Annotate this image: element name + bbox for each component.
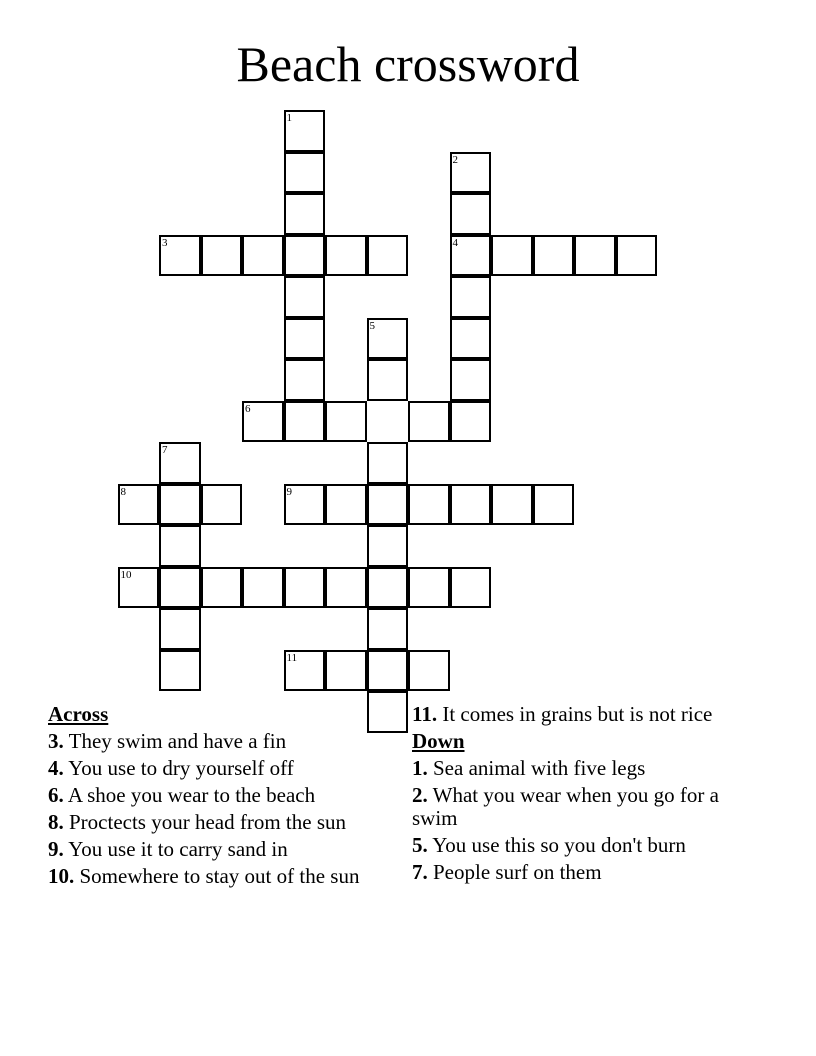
grid-cell[interactable] [159,235,201,277]
clue-number: 10. [48,864,75,888]
grid-cell[interactable] [450,235,492,277]
grid-cell[interactable] [242,401,284,443]
grid-cell[interactable] [284,318,326,360]
grid-cell[interactable] [159,567,201,609]
cell-number: 11 [286,651,298,664]
grid-cell[interactable] [533,235,575,277]
clue-number: 5. [412,833,428,857]
cell-number: 3 [162,236,168,249]
grid-cell[interactable] [284,359,326,401]
cell-number: 4 [452,236,458,249]
grid-cell[interactable] [408,567,450,609]
grid-cell[interactable] [408,650,450,692]
grid-cell[interactable] [450,193,492,235]
grid-cell[interactable] [450,152,492,194]
grid-cell[interactable] [159,608,201,650]
grid-cell[interactable] [284,110,326,152]
grid-cell[interactable] [284,152,326,194]
clue-across-8 [48,811,388,834]
clue-number: 3. [48,729,64,753]
grid-cell[interactable] [367,484,409,526]
grid-cell[interactable] [242,567,284,609]
cell-number: 6 [245,402,251,415]
grid-cell[interactable] [450,359,492,401]
grid-cell[interactable] [491,235,533,277]
cell-number: 1 [286,112,292,125]
grid-cell[interactable] [325,484,367,526]
clue-text: What you wear when you go for a swim [412,783,719,830]
clue-text: You use it to carry sand in [63,837,288,861]
grid-cell[interactable] [367,359,409,401]
grid-cell[interactable] [284,235,326,277]
grid-cell[interactable] [367,442,409,484]
clue-number: 11. [412,702,438,726]
cell-number: 2 [452,153,458,166]
grid-cell[interactable] [118,484,160,526]
grid-cell[interactable] [325,401,367,443]
cell-number: 10 [120,568,132,581]
clues-column-right [412,703,752,888]
grid-cell[interactable] [367,608,409,650]
grid-cell[interactable] [408,401,450,443]
grid-cell[interactable] [118,567,160,609]
grid-cell[interactable] [325,235,367,277]
clue-number: 9. [48,837,64,861]
clue-number: 2. [412,783,428,807]
down-heading: Down [412,729,465,753]
grid-cell[interactable] [325,567,367,609]
clue-text: You use to dry yourself off [63,756,294,780]
grid-cell[interactable] [491,484,533,526]
cell-number: 7 [162,444,168,457]
clue-text: You use this so you don't burn [427,833,686,857]
clue-text: They swim and have a fin [63,729,287,753]
cell-number: 8 [120,485,126,498]
clue-across-4 [48,757,388,780]
clue-number: 4. [48,756,64,780]
clue-text: People surf on them [427,860,602,884]
grid-cell[interactable] [325,650,367,692]
grid-cell[interactable] [201,484,243,526]
clue-across-3 [48,730,388,753]
grid-cell[interactable] [284,567,326,609]
clue-down-1 [412,757,752,780]
clue-down-7 [412,861,752,884]
grid-cell[interactable] [367,525,409,567]
clue-across-6 [48,784,388,807]
clue-text: A shoe you wear to the beach [63,783,316,807]
clues-column-left [48,703,388,892]
clue-text: It comes in grains but is not rice [437,702,713,726]
grid-cell[interactable] [533,484,575,526]
grid-cell[interactable] [450,276,492,318]
grid-cell[interactable] [367,235,409,277]
grid-cell[interactable] [616,235,658,277]
grid-cell[interactable] [367,650,409,692]
clue-down-2 [412,784,752,830]
clue-text: Somewhere to stay out of the sun [74,864,360,888]
grid-cell[interactable] [242,235,284,277]
grid-cell[interactable] [367,567,409,609]
grid-cell[interactable] [450,567,492,609]
grid-cell[interactable] [450,484,492,526]
cell-number: 9 [286,485,292,498]
grid-cell[interactable] [159,650,201,692]
grid-cell[interactable] [284,276,326,318]
grid-cell[interactable] [284,484,326,526]
grid-cell[interactable] [201,567,243,609]
grid-cell[interactable] [574,235,616,277]
grid-cell[interactable] [367,318,409,360]
grid-cell[interactable] [284,193,326,235]
clue-number: 7. [412,860,428,884]
across-heading: Across [48,702,109,726]
grid-cell[interactable] [159,442,201,484]
clue-number: 8. [48,810,64,834]
page-title: Beach crossword [236,36,580,92]
grid-cell[interactable] [284,650,326,692]
clue-text: Proctects your head from the sun [63,810,347,834]
clue-down-5 [412,834,752,857]
clue-across-9 [48,838,388,861]
grid-cell[interactable] [408,484,450,526]
clue-across-10 [48,865,388,888]
cell-number: 5 [369,319,375,332]
clue-text: Sea animal with five legs [427,756,646,780]
grid-cell[interactable] [159,525,201,567]
clue-number: 6. [48,783,64,807]
grid-cell[interactable] [450,318,492,360]
grid-cell[interactable] [450,401,492,443]
grid-cell[interactable] [159,484,201,526]
grid-cell[interactable] [284,401,326,443]
clue-number: 1. [412,756,428,780]
clue-across-11 [412,703,752,726]
grid-cell[interactable] [201,235,243,277]
